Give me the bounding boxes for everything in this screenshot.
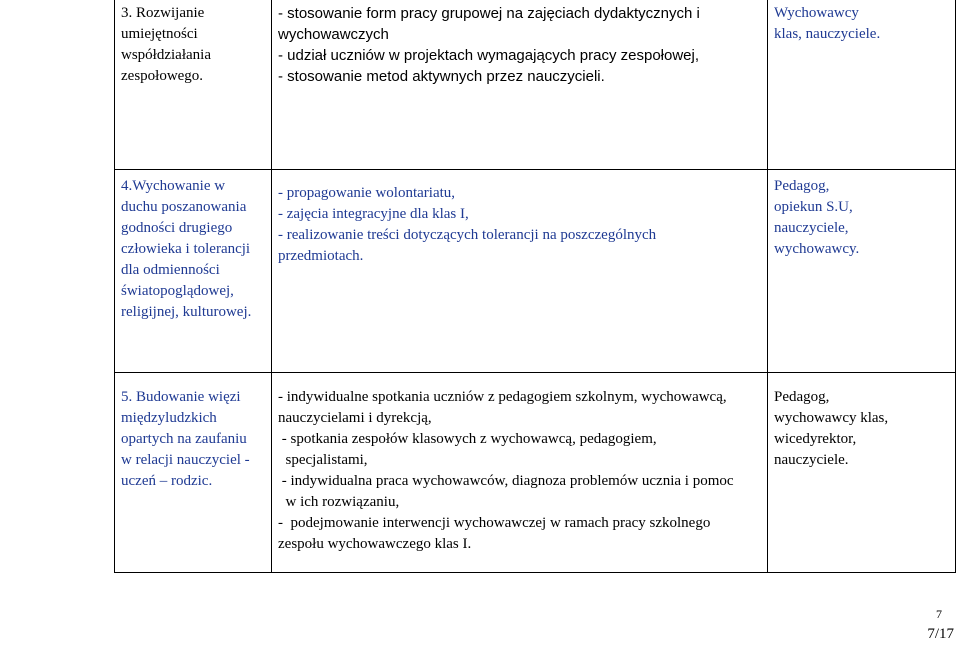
responsible-line: wychowawcy. [774, 241, 860, 257]
responsible-cell [768, 373, 956, 573]
task-cell [115, 0, 272, 170]
task-line: 4.Wychowanie w [121, 178, 226, 194]
responsible-cell [768, 0, 956, 170]
forms-line: - udział uczniów w projektach wymagających pracy zespołowej, [278, 47, 700, 64]
forms-line: - indywidualne spotkania uczniów z pedagogiem szkolnym, wychowawcą, [278, 389, 727, 405]
task-line: religijnej, kulturowej. [121, 304, 252, 320]
task-line: 3. Rozwijanie [121, 5, 205, 21]
responsible-line: opiekun S.U, [774, 199, 853, 215]
responsible-line: wychowawcy klas, [774, 410, 889, 426]
forms-line: - indywidualna praca wychowawców, diagnoza problemów ucznia i pomoc [278, 473, 734, 489]
task-line: duchu poszanowania [121, 199, 247, 215]
forms-line: przedmiotach. [278, 248, 364, 264]
task-cell [115, 373, 272, 573]
table-row [115, 170, 956, 373]
task-line: światopoglądowej, [121, 283, 234, 299]
forms-line: nauczycielami i dyrekcją, [278, 410, 432, 426]
forms-line: w ich rozwiązaniu, [278, 494, 400, 510]
forms-line: - propagowanie wolontariatu, [278, 185, 456, 201]
forms-line: - zajęcia integracyjne dla klas I, [278, 206, 469, 222]
responsible-line: Pedagog, [774, 178, 830, 194]
forms-cell [272, 373, 768, 573]
responsible-line: Wychowawcy [774, 5, 859, 21]
forms-line: - stosowanie metod aktywnych przez nauczycieli. [278, 68, 605, 85]
forms-cell [272, 0, 768, 170]
forms-cell [272, 170, 768, 373]
task-line: w relacji nauczyciel - [121, 452, 250, 468]
forms-line: - podejmowanie interwencji wychowawczej w ramach pracy szkolnego [278, 515, 711, 531]
forms-line: wychowawczych [278, 26, 389, 43]
responsible-line: wicedyrektor, [774, 431, 857, 447]
task-line: dla odmienności [121, 262, 220, 278]
task-line: 5. Budowanie więzi [121, 389, 241, 405]
task-line: uczeń – rodzic. [121, 473, 213, 489]
task-line: godności drugiego [121, 220, 233, 236]
task-line: współdziałania [121, 47, 211, 63]
forms-spacer [278, 176, 761, 183]
forms-line: - realizowanie treści dotyczących tolerancji na poszczególnych [278, 227, 657, 243]
table-row [115, 373, 956, 573]
page-number: 7/17 [927, 626, 954, 642]
program-table [114, 0, 956, 573]
task-line: opartych na zaufaniu [121, 431, 247, 447]
responsible-cell [768, 170, 956, 373]
forms-line: - spotkania zespołów klasowych z wychowawcą, pedagogiem, [278, 431, 657, 447]
task-cell [115, 170, 272, 373]
task-line: umiejętności [121, 26, 198, 42]
page-mark: 7 [936, 607, 942, 621]
forms-line: zespołu wychowawczego klas I. [278, 536, 472, 552]
forms-line: specjalistami, [278, 452, 368, 468]
task-line: zespołowego. [121, 68, 204, 84]
responsible-line: nauczyciele, [774, 220, 849, 236]
task-line: człowieka i tolerancji [121, 241, 251, 257]
responsible-line: klas, nauczyciele. [774, 26, 881, 42]
responsible-line: Pedagog, [774, 389, 830, 405]
responsible-line: nauczyciele. [774, 452, 849, 468]
forms-line: - stosowanie form pracy grupowej na zajęciach dydaktycznych i [278, 5, 700, 22]
task-line: międzyludzkich [121, 410, 217, 426]
table-row [115, 0, 956, 170]
